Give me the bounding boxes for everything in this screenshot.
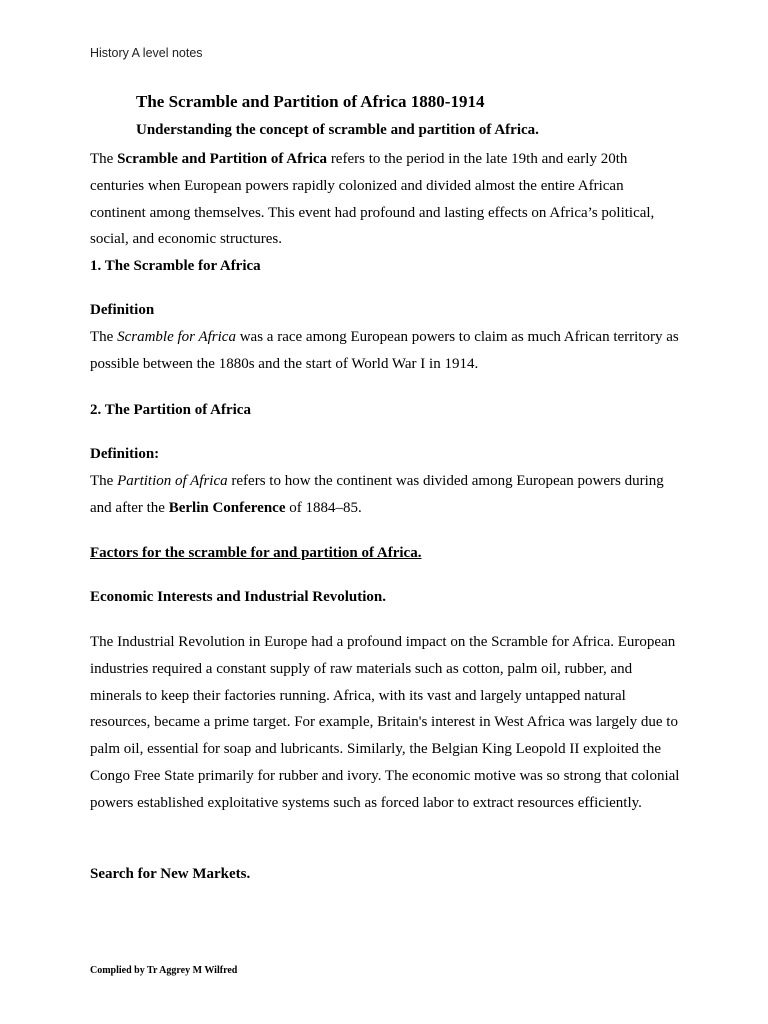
section2-def-end: of 1884–85. [285,499,362,516]
footer-credit: Complied by Tr Aggrey M Wilfred [90,965,238,976]
section2-def-lead: The [90,473,118,489]
section2-definition-label: Definition: [90,446,160,462]
document-subtitle: Understanding the concept of scramble and partition of Africa. [136,122,539,138]
section1-def-rest: was a race among European powers to claim as much African territory as possible between the 1880s and the start of World War I in 1914. [90,329,679,372]
section1-def-term: Scramble for Africa [117,329,236,345]
document-title: The Scramble and Partition of Africa 1880-1914 [136,92,485,111]
intro-rest: refers to the period in the late 19th and early 20th centuries when European powers rapidly colonized and divided almost the entire African continent among themselves. This event had profound and lasting effects on Africa’s political, social, and economic structures. [90,151,655,248]
economic-paragraph: The Industrial Revolution in Europe had a profound impact on the Scramble for Africa. European industries required a constant supply of raw materials such as cotton, palm oil, rubber, and minerals to keep their factories running. Africa, with its vast and largely untapped natural resources, became a prime target. For example, Britain's interest in West Africa was largely due to palm oil, essential for soap and lubricants. Similarly, the Belgian King Leopold II exploited the Congo Free State primarily for rubber and ivory. The economic motive was so strong that colonial powers established exploitative systems such as forced labor to extract resources efficiently. [90,634,680,811]
section1-definition [90,324,682,378]
running-header: History A level notes [90,46,203,60]
factors-heading: Factors for the scramble for and partition of Africa. [90,545,422,561]
intro-lead: The [90,151,118,167]
section2-def-bold: Berlin Conference [168,499,286,516]
section1-def-lead: The [90,329,118,345]
section2-def-mid: refers to how the continent was divided among European powers during and after the [90,473,664,516]
economic-heading: Economic Interests and Industrial Revolution. [90,589,387,605]
section1-definition-label: Definition [90,302,155,318]
section2-definition [90,468,682,522]
section2-def-term: Partition of Africa [117,473,228,489]
section2-heading: 2. The Partition of Africa [90,402,251,418]
section1-heading: 1. The Scramble for Africa [90,258,261,274]
markets-heading: Search for New Markets. [90,866,251,882]
intro-term: Scramble and Partition of Africa [117,151,328,167]
intro-paragraph [90,146,682,253]
